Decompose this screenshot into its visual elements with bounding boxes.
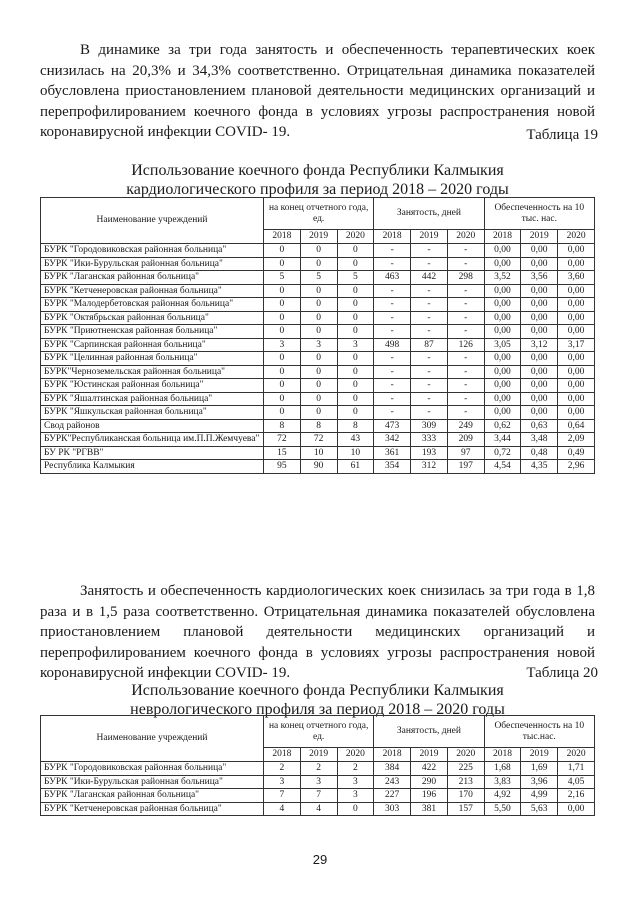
table-cell: 170 — [447, 789, 484, 803]
table-cell: 3,12 — [521, 338, 558, 352]
table-cell: 0 — [264, 392, 301, 406]
table-cell: - — [374, 284, 411, 298]
col-header-beds: на конец отчетного года, ед. — [264, 198, 374, 230]
table-cell: 303 — [374, 802, 411, 816]
year-header: 2019 — [521, 230, 558, 244]
year-header: 2019 — [300, 230, 337, 244]
table-cell: 61 — [337, 460, 374, 474]
table-cell: 0,00 — [558, 325, 595, 339]
table-cell: 0,00 — [558, 244, 595, 258]
institution-name: БУРК "Яшалтинская районная больница" — [41, 392, 264, 406]
table-cell: 463 — [374, 271, 411, 285]
table-cell: 0,00 — [521, 406, 558, 420]
table-cell: 312 — [411, 460, 448, 474]
table-cell: 0 — [264, 365, 301, 379]
table-row — [41, 802, 595, 816]
table-cell: 2 — [337, 762, 374, 776]
table-cell: 0 — [337, 406, 374, 420]
table-row — [41, 460, 595, 474]
table-cell: 90 — [300, 460, 337, 474]
table-cell: 0 — [264, 352, 301, 366]
table-cell: - — [411, 379, 448, 393]
table-cell: 4,92 — [484, 789, 521, 803]
table-cell: 157 — [447, 802, 484, 816]
table-cell: 225 — [447, 762, 484, 776]
table-cell: 0,00 — [558, 352, 595, 366]
table-cell: - — [411, 257, 448, 271]
year-header: 2020 — [447, 748, 484, 762]
col-header-occupancy: Занятость, дней — [374, 198, 484, 230]
table-cell: 290 — [411, 775, 448, 789]
table-cell: - — [447, 244, 484, 258]
institution-name: БУРК "Целинная районная больница" — [41, 352, 264, 366]
table-cell: 95 — [264, 460, 301, 474]
table-cell: 4 — [300, 802, 337, 816]
table-row — [41, 379, 595, 393]
table-cell: - — [447, 325, 484, 339]
table-cell: - — [411, 392, 448, 406]
table-cell: 213 — [447, 775, 484, 789]
table-row — [41, 257, 595, 271]
table-row — [41, 419, 595, 433]
table-cell: 0 — [264, 406, 301, 420]
table-cell: 3 — [337, 775, 374, 789]
table-row — [41, 789, 595, 803]
table-cell: 10 — [300, 446, 337, 460]
table-cell: 0 — [300, 352, 337, 366]
table-cell: 0 — [264, 257, 301, 271]
table-cell: 0 — [300, 311, 337, 325]
table-cell: 498 — [374, 338, 411, 352]
table-cell: - — [411, 365, 448, 379]
table-cell: 0 — [337, 311, 374, 325]
table-cell: 4 — [264, 802, 301, 816]
col-header-occupancy: Занятость, дней — [374, 716, 484, 748]
table-cell: - — [411, 244, 448, 258]
table-cell: 3,44 — [484, 433, 521, 447]
table-cell: - — [374, 406, 411, 420]
table-cell: 72 — [300, 433, 337, 447]
table-cell: - — [447, 257, 484, 271]
col-header-provision: Обеспеченность на 10 тыс. нас. — [484, 198, 594, 230]
table-row — [41, 284, 595, 298]
table-cell: 0 — [300, 284, 337, 298]
institution-name: Свод районов — [41, 419, 264, 433]
table-cell: 0,00 — [558, 298, 595, 312]
table-cell: 298 — [447, 271, 484, 285]
table-cell: 126 — [447, 338, 484, 352]
year-header: 2019 — [521, 748, 558, 762]
table-cell: 1,69 — [521, 762, 558, 776]
table-cell: 2,16 — [558, 789, 595, 803]
institution-name: БУРК "Кетченеровская районная больница" — [41, 802, 264, 816]
table-cell: - — [447, 298, 484, 312]
table-cell: 0,00 — [484, 379, 521, 393]
table-cell: 0,48 — [521, 446, 558, 460]
table-cell: 0,00 — [521, 244, 558, 258]
table-cell: - — [447, 392, 484, 406]
table-cell: 0,00 — [558, 365, 595, 379]
institution-name: БУРК "Октябрьская районная больница" — [41, 311, 264, 325]
table-cell: 193 — [411, 446, 448, 460]
table-cell: 243 — [374, 775, 411, 789]
table-row — [41, 338, 595, 352]
table-cell: - — [411, 352, 448, 366]
table-cell: 3,96 — [521, 775, 558, 789]
table-cell: 0,00 — [484, 352, 521, 366]
table-cell: - — [447, 311, 484, 325]
table-cell: 196 — [411, 789, 448, 803]
table-cell: - — [447, 284, 484, 298]
table-cell: 354 — [374, 460, 411, 474]
table-cell: 0,00 — [558, 311, 595, 325]
table-cell: 209 — [447, 433, 484, 447]
table-cell: 0 — [337, 392, 374, 406]
institution-name: БУРК "Малодербетовская районная больница" — [41, 298, 264, 312]
table-cell: 0 — [300, 379, 337, 393]
col-header-name: Наименование учреждений — [41, 198, 264, 244]
table-cell: 0,00 — [484, 244, 521, 258]
institution-name: БУРК "Сарпинская районная больница" — [41, 338, 264, 352]
table-cell: - — [374, 352, 411, 366]
table-cell: 0,00 — [521, 298, 558, 312]
institution-name: БУ РК "РГВВ" — [41, 446, 264, 460]
table-row — [41, 298, 595, 312]
table-cell: 0 — [337, 257, 374, 271]
cardiology-beds-table — [40, 197, 595, 474]
table-cell: 0,00 — [558, 802, 595, 816]
year-header: 2020 — [558, 230, 595, 244]
table-cell: 0,00 — [521, 352, 558, 366]
table-cell: - — [447, 352, 484, 366]
table-cell: 442 — [411, 271, 448, 285]
table-cell: 8 — [264, 419, 301, 433]
table-cell: 3 — [337, 789, 374, 803]
table-cell: 87 — [411, 338, 448, 352]
table-cell: 0 — [337, 325, 374, 339]
table-row — [41, 446, 595, 460]
table-cell: 0 — [337, 298, 374, 312]
table-cell: 0 — [337, 244, 374, 258]
table-cell: 0,00 — [484, 325, 521, 339]
table-cell: 0,00 — [558, 392, 595, 406]
col-header-name: Наименование учреждений — [41, 716, 264, 762]
table-cell: 0 — [337, 802, 374, 816]
table-cell: 8 — [337, 419, 374, 433]
table-cell: 15 — [264, 446, 301, 460]
table-cell: 5 — [337, 271, 374, 285]
table-cell: 4,99 — [521, 789, 558, 803]
table-20-body — [41, 762, 595, 816]
table-cell: 72 — [264, 433, 301, 447]
table-cell: 0,00 — [484, 392, 521, 406]
table-cell: 0 — [264, 298, 301, 312]
year-header: 2020 — [447, 230, 484, 244]
table-row — [41, 365, 595, 379]
table-cell: 4,54 — [484, 460, 521, 474]
table-cell: 5,63 — [521, 802, 558, 816]
year-header: 2018 — [484, 230, 521, 244]
institution-name: БУРК"Республиканская больница им.П.П.Жемчуева" — [41, 433, 264, 447]
institution-name: БУРК "Лаганская районная больница" — [41, 789, 264, 803]
table-cell: - — [374, 298, 411, 312]
table-cell: 3,60 — [558, 271, 595, 285]
table-row — [41, 311, 595, 325]
table-20-title-line2: неврологического профиля за период 2018 – 2020 годы — [130, 701, 505, 718]
table-cell: 0 — [300, 365, 337, 379]
table-cell: - — [374, 244, 411, 258]
table-cell: 333 — [411, 433, 448, 447]
table-cell: 0,00 — [484, 311, 521, 325]
table-cell: - — [374, 325, 411, 339]
table-cell: 0 — [300, 244, 337, 258]
table-cell: 0,00 — [558, 284, 595, 298]
table-19-title-line1: Использование коечного фонда Республики Калмыкия — [131, 162, 504, 179]
table-cell: 5 — [264, 271, 301, 285]
table-cell: 3 — [300, 338, 337, 352]
table-cell: 197 — [447, 460, 484, 474]
intro-paragraph: В динамике за три года занятость и обеспеченность терапевтических коек снизилась на 20,3% и 34,3% соответственно. Отрицательная динамика показателей обусловлена приостановлением плановой деятельности медицинских организаций и перепрофилированием коечного фонда в условиях угрозы распространения новой коронавирусной инфекции COVID- 19. — [40, 42, 595, 140]
table-cell: 0,00 — [484, 284, 521, 298]
table-cell: 0,63 — [521, 419, 558, 433]
table-cell: - — [374, 392, 411, 406]
table-cell: 422 — [411, 762, 448, 776]
table-cell: - — [411, 311, 448, 325]
institution-name: БУРК "Городовиковская районная больница" — [41, 244, 264, 258]
year-header: 2018 — [374, 230, 411, 244]
table-cell: 3 — [300, 775, 337, 789]
table-cell: 0 — [337, 284, 374, 298]
table-20-title-line1: Использование коечного фонда Республики Калмыкия — [131, 682, 504, 699]
table-cell: 0 — [264, 311, 301, 325]
table-cell: 0,00 — [558, 379, 595, 393]
table-cell: 3,17 — [558, 338, 595, 352]
neurology-beds-table — [40, 715, 595, 816]
table-cell: 0,72 — [484, 446, 521, 460]
table-cell: 8 — [300, 419, 337, 433]
table-cell: 473 — [374, 419, 411, 433]
institution-name: БУРК "Кетченеровская районная больница" — [41, 284, 264, 298]
table-cell: 384 — [374, 762, 411, 776]
table-cell: 3 — [264, 338, 301, 352]
table-cell: - — [411, 325, 448, 339]
col-header-beds: на конец отчетного года, ед. — [264, 716, 374, 748]
table-cell: - — [411, 406, 448, 420]
table-row — [41, 762, 595, 776]
table-cell: 7 — [264, 789, 301, 803]
institution-name: БУРК "Ики-Бурульская районная больница" — [41, 775, 264, 789]
table-cell: 0,64 — [558, 419, 595, 433]
table-cell: 0,62 — [484, 419, 521, 433]
table-cell: 2,09 — [558, 433, 595, 447]
table-cell: 0 — [264, 284, 301, 298]
year-header: 2018 — [264, 748, 301, 762]
table-row — [41, 433, 595, 447]
table-cell: 5,50 — [484, 802, 521, 816]
table-cell: 3,48 — [521, 433, 558, 447]
institution-name: БУРК "Городовиковская районная больница" — [41, 762, 264, 776]
table-cell: 0,00 — [484, 365, 521, 379]
table-cell: 1,71 — [558, 762, 595, 776]
table-cell: 3 — [337, 338, 374, 352]
table-cell: 43 — [337, 433, 374, 447]
table-cell: 3 — [264, 775, 301, 789]
table-19-body — [41, 244, 595, 474]
table-cell: 3,56 — [521, 271, 558, 285]
table-cell: 0,00 — [484, 298, 521, 312]
table-cell: 0 — [300, 298, 337, 312]
table-cell: 0 — [264, 325, 301, 339]
table-cell: 249 — [447, 419, 484, 433]
summary-paragraph: Занятость и обеспеченность кардиологических коек снизилась за три года в 1,8 раза и в 1,5 раза соответственно. Отрицательная динамика показателей обусловлена приостановлением плановой деятельности медицинских организаций и перепрофилированием коечного фонда в условиях угрозы распространения новой коронавирусной инфекции COVID- 19. — [40, 583, 595, 681]
year-header: 2018 — [374, 748, 411, 762]
table-row — [41, 352, 595, 366]
table-cell: 5 — [300, 271, 337, 285]
table-cell: 0 — [264, 244, 301, 258]
table-cell: 4,35 — [521, 460, 558, 474]
table-19-label: Таблица 19 — [526, 127, 598, 143]
table-cell: 10 — [337, 446, 374, 460]
col-header-provision: Обеспеченность на 10 тыс.нас. — [484, 716, 594, 748]
table-cell: 0,00 — [521, 325, 558, 339]
table-cell: 97 — [447, 446, 484, 460]
table-cell: 3,52 — [484, 271, 521, 285]
table-cell: 0 — [337, 352, 374, 366]
table-cell: 342 — [374, 433, 411, 447]
table-cell: 0,00 — [521, 379, 558, 393]
table-cell: 0 — [337, 365, 374, 379]
table-cell: - — [447, 406, 484, 420]
table-row — [41, 325, 595, 339]
table-cell: 0 — [300, 406, 337, 420]
year-header: 2019 — [411, 230, 448, 244]
year-header: 2020 — [558, 748, 595, 762]
institution-name: БУРК"Черноземельская районная больница" — [41, 365, 264, 379]
table-cell: 361 — [374, 446, 411, 460]
table-cell: - — [374, 257, 411, 271]
table-cell: 2 — [264, 762, 301, 776]
table-cell: 3,83 — [484, 775, 521, 789]
year-header: 2019 — [411, 748, 448, 762]
table-20-title — [40, 681, 595, 719]
table-cell: 0 — [300, 257, 337, 271]
table-cell: - — [447, 379, 484, 393]
table-cell: 0,00 — [484, 406, 521, 420]
year-header: 2018 — [484, 748, 521, 762]
institution-name: БУРК "Лаганская районная больница" — [41, 271, 264, 285]
year-header: 2020 — [337, 230, 374, 244]
table-cell: 227 — [374, 789, 411, 803]
table-row — [41, 392, 595, 406]
institution-name: БУРК "Яшкульская районная больница" — [41, 406, 264, 420]
table-cell: - — [374, 311, 411, 325]
table-cell: 3,05 — [484, 338, 521, 352]
table-cell: - — [374, 379, 411, 393]
table-cell: 0 — [264, 379, 301, 393]
table-20-label: Таблица 20 — [526, 665, 598, 681]
table-row — [41, 271, 595, 285]
table-cell: 381 — [411, 802, 448, 816]
table-cell: 2,96 — [558, 460, 595, 474]
table-cell: - — [411, 284, 448, 298]
table-19-title-line2: кардиологического профиля за период 2018 – 2020 годы — [126, 181, 509, 198]
table-cell: 309 — [411, 419, 448, 433]
table-row — [41, 244, 595, 258]
table-cell: 4,05 — [558, 775, 595, 789]
table-cell: - — [447, 365, 484, 379]
institution-name: БУРК "Ики-Бурульская районная больница" — [41, 257, 264, 271]
table-row — [41, 775, 595, 789]
table-19-title — [40, 161, 595, 199]
table-cell: - — [374, 365, 411, 379]
institution-name: БУРК "Юстинская районная больница" — [41, 379, 264, 393]
year-header: 2020 — [337, 748, 374, 762]
institution-name: Республика Калмыкия — [41, 460, 264, 474]
table-cell: 0,00 — [521, 365, 558, 379]
table-cell: 0,49 — [558, 446, 595, 460]
table-cell: 0 — [300, 325, 337, 339]
table-cell: 0,00 — [558, 257, 595, 271]
table-cell: - — [411, 298, 448, 312]
institution-name: БУРК "Приютненская районная больница" — [41, 325, 264, 339]
table-cell: 0,00 — [484, 257, 521, 271]
table-cell: 0,00 — [521, 257, 558, 271]
table-cell: 0 — [300, 392, 337, 406]
table-cell: 1,68 — [484, 762, 521, 776]
table-cell: 0,00 — [521, 311, 558, 325]
table-cell: 7 — [300, 789, 337, 803]
table-cell: 0,00 — [521, 392, 558, 406]
table-cell: 0,00 — [558, 406, 595, 420]
table-cell: 0 — [337, 379, 374, 393]
year-header: 2019 — [300, 748, 337, 762]
table-cell: 0,00 — [521, 284, 558, 298]
year-header: 2018 — [264, 230, 301, 244]
table-row — [41, 406, 595, 420]
table-cell: 2 — [300, 762, 337, 776]
page-number: 29 — [312, 852, 328, 867]
